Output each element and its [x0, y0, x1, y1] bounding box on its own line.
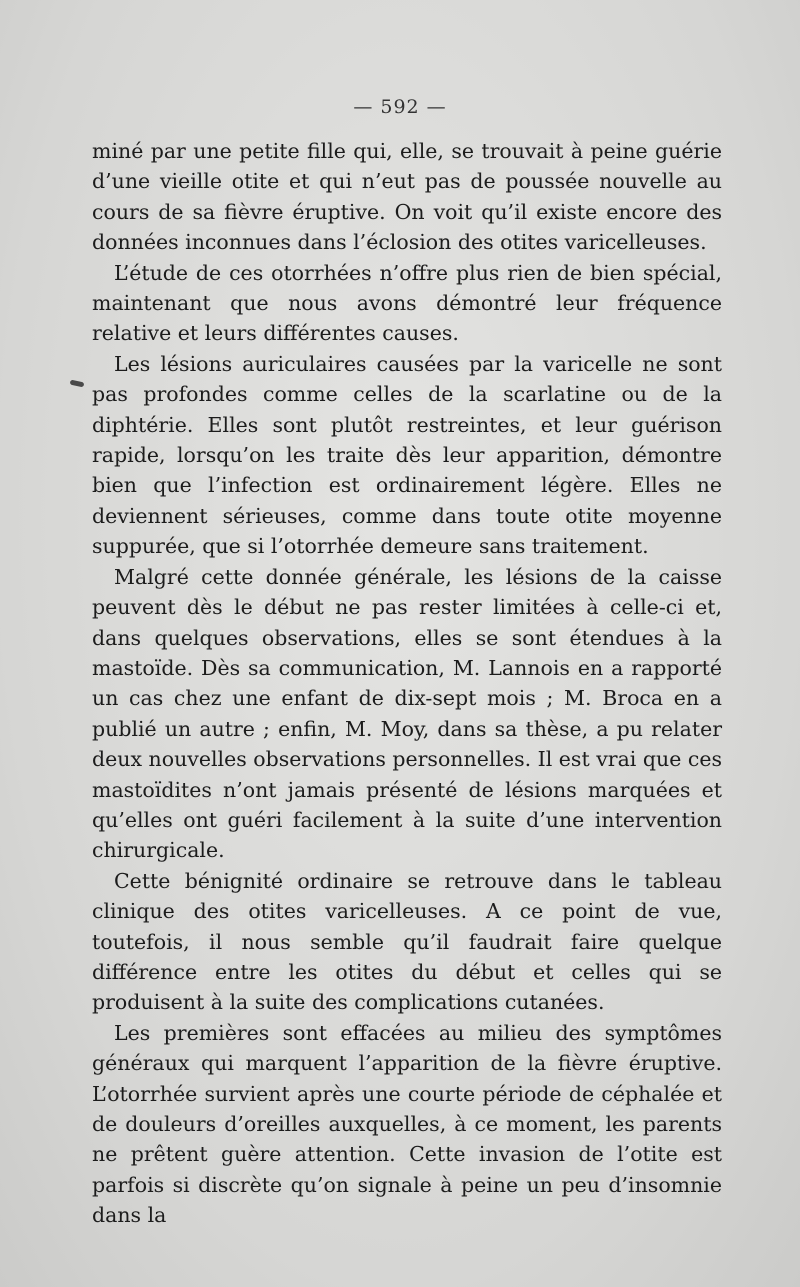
paragraph: Malgré cette donnée générale, les lésions de la caisse peuvent dès le début ne pas rester limitées à celle-ci et, dans quelques observations, elles se sont étendues à la mastoïde. Dès sa communication, M. Lannois en a rapporté un cas chez une enfant de dix-sept mois ; M. Broca en a publié un autre ; enfin, M. Moy, dans sa thèse, a pu relater deux nouvelles observations personnelles. Il est vrai que ces mastoïdites n’ont jamais présenté de lésions marquées et qu’elles ont guéri facilement à la suite d’une intervention chirurgicale. [92, 564, 722, 863]
paragraph: Cette bénignité ordinaire se retrouve dans le tableau clinique des otites varicelleuses. A ce point de vue, toutefois, il nous semble qu’il faudrait faire quelque différence entre les otites du début et celles qui se produisent à la suite des complications cutanées. [92, 868, 722, 1015]
paragraph: Les premières sont effacées au milieu des symptômes généraux qui marquent l’apparition de la fièvre éruptive. L’otorrhée survient après une courte période de céphalée et de douleurs d’oreilles auxquelles, à ce moment, les parents ne prêtent guère attention. Cette invasion de l’otite est parfois si discrète qu’on signale à peine un peu d’insomnie dans la [92, 1020, 722, 1228]
paragraph: miné par une petite fille qui, elle, se trouvait à peine guérie d’une vieille otite et qui n’eut pas de poussée nouvelle au cours de sa fièvre éruptive. On voit qu’il existe encore des données inconnues dans l’éclosion des otites varicelleuses. [92, 139, 722, 255]
text-body [92, 136, 722, 1231]
margin-mark [70, 380, 85, 388]
paragraph: L’étude de ces otorrhées n’offre plus rien de bien spécial, maintenant que nous avons démontré leur fréquence relative et leurs différentes causes. [92, 260, 722, 346]
page-number: — 592 — [353, 96, 447, 118]
paragraph: Les lésions auriculaires causées par la varicelle ne sont pas profondes comme celles de la scarlatine ou de la diphtérie. Elles sont plutôt restreintes, et leur guérison rapide, lorsqu’on les traite dès leur apparition, démontre bien que l’infection est ordinairement légère. Elles ne deviennent sérieuses, comme dans toute otite moyenne suppurée, que si l’otorrhée demeure sans traitement. [92, 351, 722, 559]
